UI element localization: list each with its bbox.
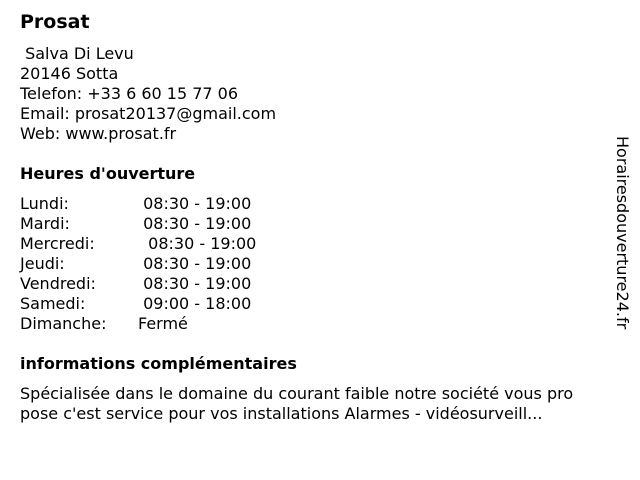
hours-row [20, 194, 256, 214]
hours-time: 08:30 - 19:00 [138, 194, 252, 213]
additional-info-text [20, 384, 620, 424]
hours-time: 08:30 - 19:00 [138, 214, 252, 233]
hours-time: 08:30 - 19:00 [138, 274, 252, 293]
hours-time: 08:30 - 19:00 [138, 234, 257, 253]
info-line-1: Spécialisée dans le domaine du courant faible notre société vous pro [20, 384, 574, 403]
phone-line: Telefon: +33 6 60 15 77 06 [20, 84, 239, 103]
hours-row [20, 254, 256, 274]
hours-day: Jeudi: [20, 254, 65, 273]
hours-row [20, 214, 256, 234]
email-line: Email: prosat20137@gmail.com [20, 104, 277, 123]
hours-row [20, 294, 256, 314]
additional-info-heading: informations complémentaires [20, 354, 297, 373]
hours-row [20, 234, 256, 254]
info-line-2: pose c'est service pour vos installations Alarmes - vidéosurveill... [20, 404, 543, 423]
hours-time: 08:30 - 19:00 [138, 254, 252, 273]
business-contact-block [20, 44, 276, 144]
address-street: Salva Di Levu [20, 44, 134, 63]
hours-day: Samedi: [20, 294, 86, 313]
hours-row [20, 274, 256, 294]
side-site-link[interactable]: Horairesdouverture24.fr [613, 136, 632, 330]
business-name: Prosat [20, 11, 90, 33]
hours-day: Dimanche: [20, 314, 107, 333]
hours-day: Lundi: [20, 194, 69, 213]
address-city: 20146 Sotta [20, 64, 119, 83]
hours-day: Vendredi: [20, 274, 96, 293]
opening-hours-heading: Heures d'ouverture [20, 164, 196, 183]
hours-time: Fermé [138, 314, 188, 333]
hours-day: Mercredi: [20, 234, 95, 253]
hours-day: Mardi: [20, 214, 70, 233]
hours-time: 09:00 - 18:00 [138, 294, 252, 313]
opening-hours-table [20, 194, 256, 334]
hours-row [20, 314, 256, 334]
web-line: Web: www.prosat.fr [20, 124, 177, 143]
